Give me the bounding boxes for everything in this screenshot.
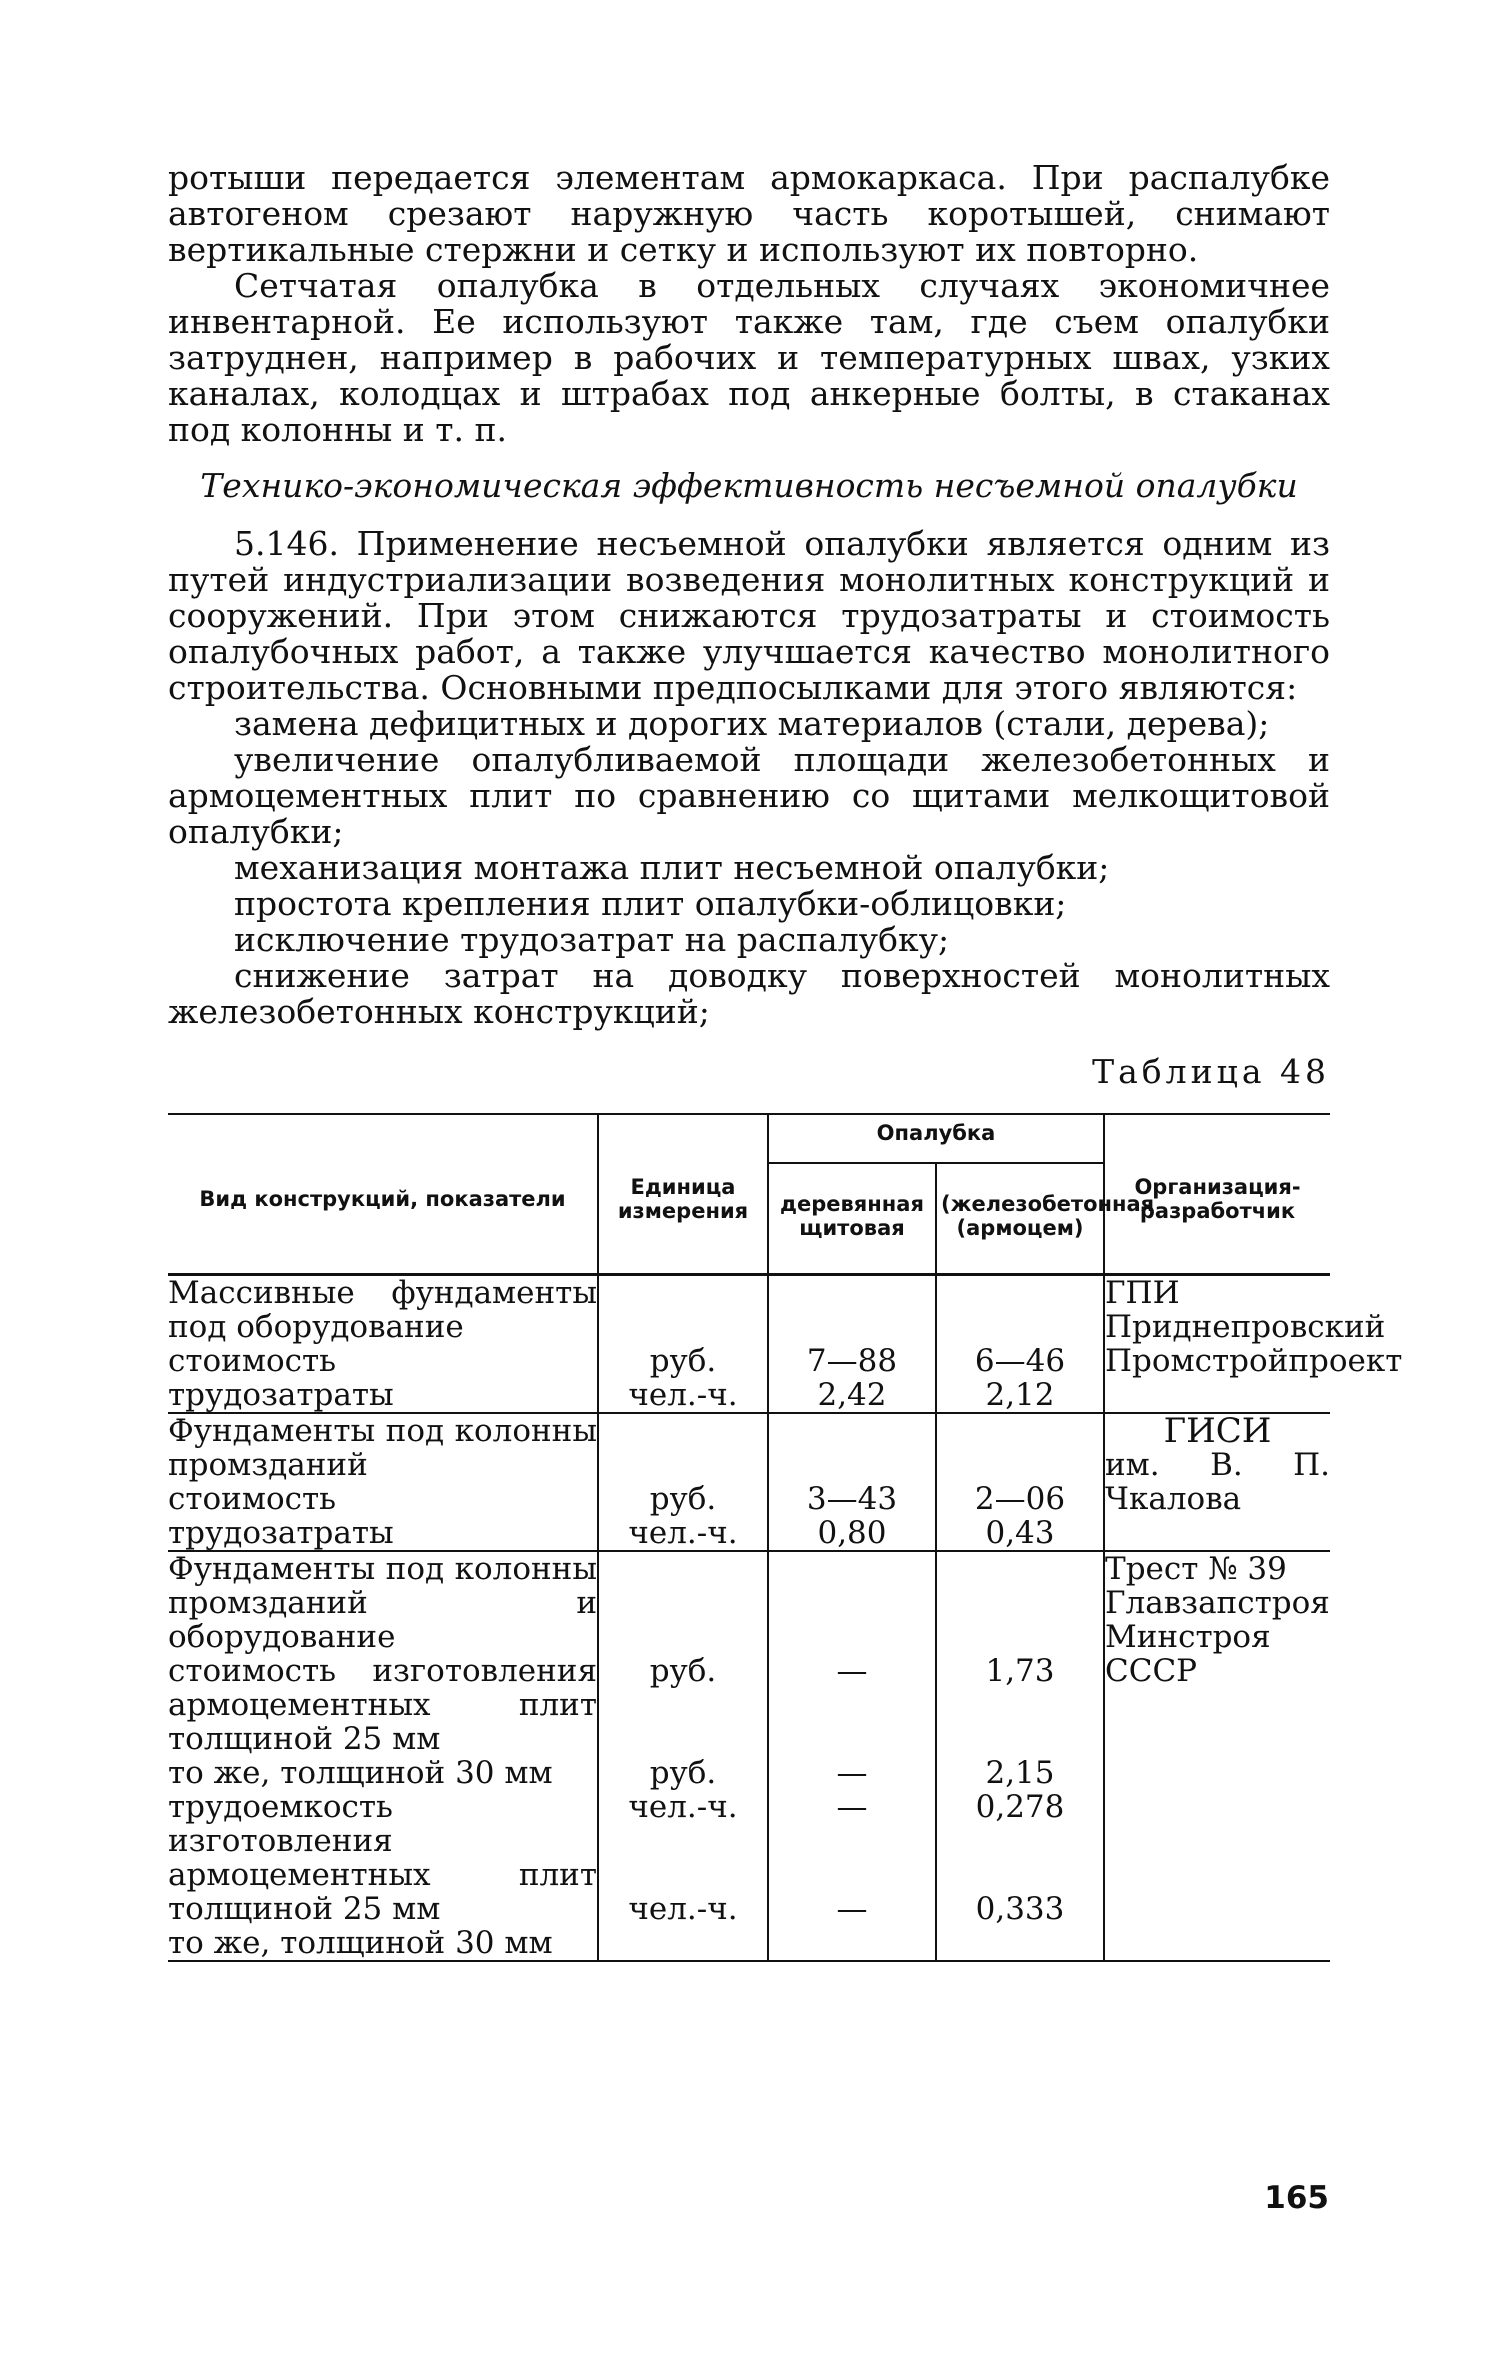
org-cell: ГПИ Приднепровский Промстройпроект <box>1104 1275 1330 1414</box>
unit-cell: руб. <box>649 1755 717 1791</box>
row-label: трудозатраты <box>168 1377 394 1413</box>
unit-cell: руб. <box>649 1653 717 1689</box>
list-item: увеличение опалубливаемой площади железобетонных и армоцементных плит по сравнению со щитами мелкощитовой опалубки; <box>168 740 1330 851</box>
ferro-value: 0,278 <box>975 1789 1065 1825</box>
wood-value: 3—43 <box>806 1481 898 1517</box>
table-row <box>168 1413 1330 1551</box>
table-row <box>168 1551 1330 1961</box>
unit-cell: руб. <box>649 1481 717 1517</box>
wood-value: — <box>836 1755 868 1791</box>
row-label: стоимость <box>168 1481 337 1517</box>
header-kind: Вид конструкций, показатели <box>199 1187 566 1211</box>
ferro-value: 0,333 <box>975 1891 1065 1927</box>
paragraph-2: Сетчатая опалубка в отдельных случаях экономичнее инвентарной. Ее используют также там, где съем опалубки затруднен, например в рабочих и температурных швах, узких каналах, колодцах и штрабах под анкерные болты, в стаканах под колонны и т. п. <box>168 266 1330 449</box>
unit-cell: чел.-ч. <box>628 1377 738 1413</box>
list-item: механизация монтажа плит несъемной опалубки; <box>234 848 1110 887</box>
wood-value: — <box>836 1891 868 1927</box>
page <box>168 158 1403 1962</box>
wood-value: 2,42 <box>817 1377 887 1413</box>
header-org: Организация-разработчик <box>1104 1114 1330 1275</box>
header-unit: Единица измерения <box>598 1114 768 1275</box>
header-formwork: Опалубка <box>768 1114 1104 1163</box>
row-label: трудоемкость изготовления армоцементных плит толщиной 25 мм <box>168 1789 597 1927</box>
table-label: Таблица 48 <box>1092 1052 1330 1091</box>
paragraph-3: 5.146. Применение несъемной опалубки является одним из путей индустриализации возведения монолитных конструкций и сооружений. При этом снижаются трудозатраты и стоимость опалубочных работ, а также улучшается качество монолитного строительства. Основными предпосылками для этого являются: <box>168 524 1330 707</box>
ferro-value: 6—46 <box>974 1343 1066 1379</box>
ferro-value: 2,12 <box>985 1377 1055 1413</box>
row-label: трудозатраты <box>168 1515 394 1551</box>
org-cell: ГИСИ <box>1163 1411 1272 1451</box>
row-label: то же, толщиной 30 мм <box>168 1925 553 1961</box>
header-wood: деревянная щитовая <box>768 1163 936 1275</box>
paragraph-1: ротыши передается элементам армокаркаса. При распалубке автогеном срезают наружную часть коротышей, снимают вертикальные стержни и сетку и используют их повторно. <box>168 158 1330 269</box>
wood-value: 0,80 <box>817 1515 887 1551</box>
page-number: 165 <box>1264 2180 1329 2216</box>
wood-value: 7—88 <box>806 1343 898 1379</box>
unit-cell: чел.-ч. <box>628 1789 738 1825</box>
unit-cell: руб. <box>649 1343 717 1379</box>
table-row <box>168 1275 1330 1414</box>
section-title-cell: Массивные фундаменты под оборудование <box>168 1275 597 1345</box>
ferro-value: 2,15 <box>985 1755 1055 1791</box>
ferro-value: 1,73 <box>985 1653 1055 1689</box>
list-item: исключение трудозатрат на распалубку; <box>234 920 950 959</box>
data-table <box>168 1113 1403 1962</box>
org-cell: Трест № 39 Главзапстроя Минстроя СССР <box>1104 1551 1330 1961</box>
list-item: замена дефицитных и дорогих материалов (стали, дерева); <box>234 704 1270 743</box>
section-title-cell: Фундаменты под колонны промзданий и оборудование <box>168 1551 597 1655</box>
header-ferro: (железобетонная (армоцем) <box>936 1163 1104 1275</box>
list-item: снижение затрат на доводку поверхностей монолитных железобетонных конструкций; <box>168 956 1330 1031</box>
list-item: простота крепления плит опалубки-облицовки; <box>234 884 1067 923</box>
unit-cell: чел.-ч. <box>628 1515 738 1551</box>
ferro-value: 0,43 <box>985 1515 1055 1551</box>
org-cell: им. В. П. Чкалова <box>1105 1447 1331 1517</box>
section-title-cell: Фундаменты под колонны промзданий <box>168 1413 597 1483</box>
row-label: то же, толщиной 30 мм <box>168 1755 553 1791</box>
section-title: Технико-экономическая эффективность несъемной опалубки <box>200 466 1298 505</box>
wood-value: — <box>836 1789 868 1825</box>
row-label: стоимость изготовления армоцементных плит толщиной 25 мм <box>168 1653 597 1757</box>
row-label: стоимость <box>168 1343 337 1379</box>
ferro-value: 2—06 <box>974 1481 1066 1517</box>
unit-cell: чел.-ч. <box>628 1891 738 1927</box>
wood-value: — <box>836 1653 868 1689</box>
